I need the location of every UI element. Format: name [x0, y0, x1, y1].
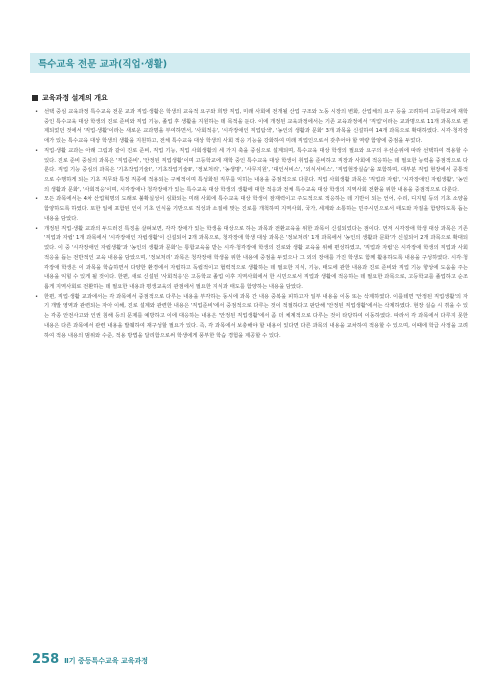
paragraph-text: 직업·생활 교과는 아래 그림과 같이 진로 준비, 직업 기능, 직업 사회생활의 세 가지 축을 중심으로 설계되며, 특수교육 대상 학생의 필요와 요구의 우선순위에 따라 선택하여 적용할 수 있다. 진로 준비 중심의 과목은 '직업준비', '안정된 직업생활'이며 고등학교에 재학 중인 특수교육 대상 학생이 취업을 준비하고 직장과 사회에 적응하는 데 필요한 능력을 중점적으로 다룬다. 직업 기능 중심의 과목은 '기초작업기술Ⅰ', '기초작업기술Ⅱ', '정보처리', '농생명', '사무지원', '대인서비스', '외식서비스', '직업현장실습'을 포함하며, 대부분 직업 현장에서 공통적으로 수행하게 되는 기초 직무와 특정 직종에 적용되는 구체적이며 특성화된 직무를 익히는 내용을 중점적으로 다룬다. 직업 사회생활 과목은 '직업과 자립', '시각장애인 자립생활', '농인의 생활과 문화', '사회적응'이며, 시각장애나 청각장애가 있는 특수교육 대상 학생의 생활에 대한 적응과 전체 특수교육 대상 학생의 지역사회 전환을 위한 내용을 중점적으로 다룬다.	[44, 147, 468, 193]
page-title: 특수교육 전문 교과(직업·생활)	[38, 59, 168, 70]
section-heading	[32, 93, 108, 103]
paragraph-text: 한편, 직업·생활 교과에서는 각 과목에서 중점적으로 다루는 내용을 부각하는 동시에 과목 간 내용 중복을 피하고자 일부 내용을 이동 또는 삭제하였다. 이를테면 '안정된 직업생활'의 자기 개발 영역과 관련되는 자아 이해, 진로 설계와 관련한 내용은 '직업준비'에서 중점적으로 다루는 것이 적절하다고 판단해 '안정된 직업생활'에서는 삭제하였다. 현장 실습 시 겪을 수 있는 각종 안전사고와 인권 침해 등의 문제를 예방하고 이에 대응하는 내용은 '안정된 직업생활'에서 좀 더 체계적으로 다루는 것이 타당하여 이동하였다. 따라서 각 과목에서 다루지 못한 내용은 다른 과목에서 관련 내용을 발췌하여 재구성할 필요가 있다. 즉, 각 과목에서 보충해야 할 내용이 있다면 다른 과목의 내용을 교차하여 적용할 수 있으며, 이때에 학급 사정을 고려하여 적용 내용의 범위와 수준, 적용 방법을 달리함으로써 학생에게 풍부한 학습 경험을 제공할 수 있다.	[44, 293, 468, 339]
section-title: 교육과정 설계의 개요	[42, 94, 108, 102]
square-bullet-icon	[32, 95, 38, 101]
bullet-icon: •	[35, 293, 39, 300]
body-text	[34, 108, 468, 341]
bullet-icon: •	[35, 196, 39, 203]
page-footer	[32, 652, 148, 667]
paragraph-text: 모든 과목에서는 4차 산업혁명의 도래로 불확실성이 심화되는 미래 사회에 특수교육 대상 학생이 잠재력이고 주도적으로 적응하는 데 기반이 되는 언어, 수리, 디지털 등의 기초 소양을 함양하도록 하였다. 또한 일에 포함된 인이 기초 인식을 기반으로 적성과 소질에 맞는 진로를 개척하며 지역사회, 국가, 세계와 소통하는 민주시민으로서 태도와 자질을 함양하도록 돕는 내용을 담았다.	[44, 196, 468, 222]
paragraph-item	[34, 108, 468, 147]
bullet-icon: •	[35, 225, 39, 232]
paragraph-item	[34, 147, 468, 196]
paragraph-text: 선택 중심 교육과정 특수교육 전문 교과 직업·생활은 학생의 교육적 요구와 희망 직업, 미래 사회에 전개될 산업 구조와 노동 시장의 변화, 산업체의 요구 등을 고려하여 고등학교에 재학 중인 특수교육 대상 학생의 진로 준비와 직업 기능, 졸업 후 생활을 지원하는 데 목적을 둔다. 이에 개정된 교육과정에서는 기존 교육과정에서 '직업'이라는 교과명으로 11개 과목으로 편제되었던 것에서 '직업·생활'이라는 새로운 교과명을 부여하면서, '사회적응', '시각장애인 직업탐색', '농인의 생활과 문화' 3개 과목을 신설하여 14개 과목으로 확대하였다. 시각·청각장애가 있는 특수교육 대상 학생의 생활을 지원하고, 전체 특수교육 대상 학생의 사회 적응 기능을 강화하여 미래 직업인으로서 갖추어야 할 역량 함양에 중점을 두었다.	[44, 109, 468, 145]
bullet-icon: •	[35, 147, 39, 154]
paragraph-item	[34, 225, 468, 293]
paragraph-text: 개정된 직업·생활 교과의 두드러진 특징을 살펴보면, 각각 장애가 있는 학생을 대상으로 하는 과목과 전환교육을 위한 과목이 신설되었다는 점이다. 먼저 시각장애 학생 대상 과목은 기존 '직업과 자립' 1개 과목에서 '시각장애인 자립생활'이 신설되어 2개 과목으로, 청각장애 학생 대상 과목은 '정보처리' 1개 과목에서 '농인의 생활과 문화'가 신설되어 2개 과목으로 확대되었다. 이 중 '시각장애인 자립생활'과 '농인의 생활과 문화'는 통합교육을 받는 시각·청각장애 학생의 진로와 생활 교육을 위해 편성하였고, '직업과 자립'은 시각장애 학생의 직업과 사회 적응을 돕는 전반적인 교육 내용을 담았으며, '정보처리' 과목은 청각장애 학생을 위한 내용에 중점을 두었으나 그 외의 장애를 가진 학생도 함께 활용하도록 내용을 구성하였다. 시각·청각장애 학생은 이 과목을 학습하면서 다양한 환경에서 자립하고 독립적이고 협력적으로 생활하는 데 필요한 지식, 기능, 태도에 관한 내용과 진로 준비와 직업 기능 향상에 도움을 주는 내용을 익힐 수 있게 될 것이다. 한편, 새로 신설된 '사회적응'은 고등학교 졸업 이후 지역사회에서 한 시민으로서 직업과 생활에 적응하는 데 필요한 과목으로, 고등학교를 졸업하고 순조롭게 지역사회로 전환하는 데 필요한 내용과 평생교육의 관점에서 필요한 지식과 태도를 함양하는 내용을 담았다.	[44, 225, 468, 290]
footer-title: Ⅱ기 중등특수교육 교육과정	[64, 657, 149, 665]
paragraph-item	[34, 293, 468, 342]
paragraph-item	[34, 195, 468, 224]
page-number: 258	[32, 652, 60, 667]
bullet-icon: •	[35, 109, 39, 115]
